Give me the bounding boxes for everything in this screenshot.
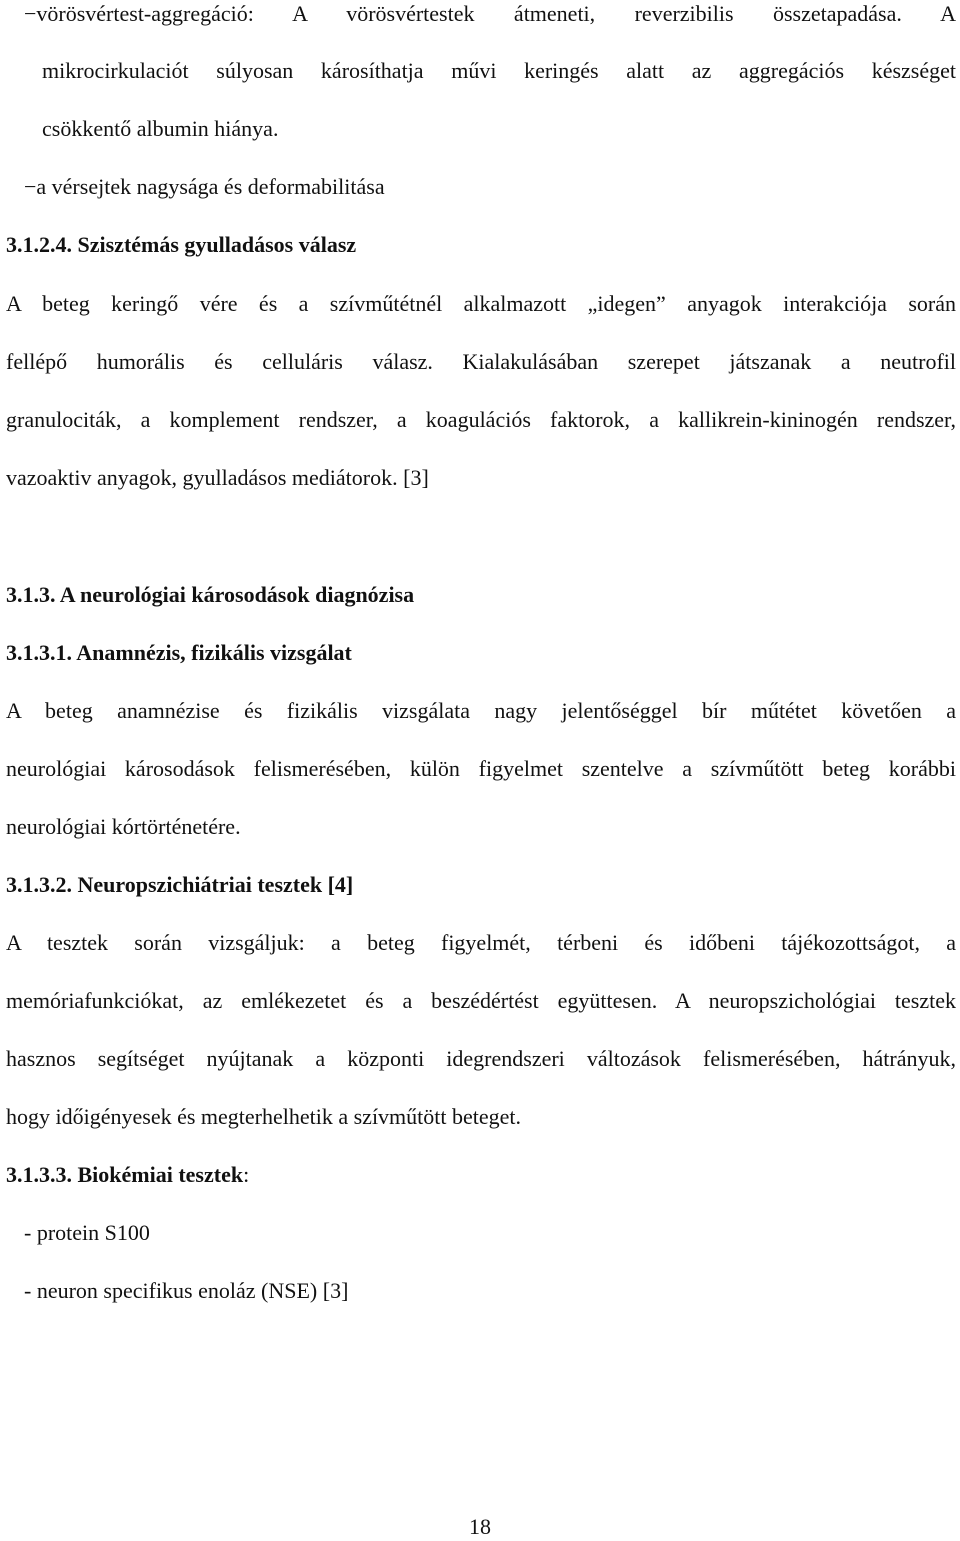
- para-3132-line-1: A tesztek során vizsgáljuk: a beteg figyelmét, térbeni és időbeni tájékozottságot, a: [6, 930, 956, 955]
- para-3131-line-1: A beteg anamnézise és fizikális vizsgálata nagy jelentőséggel bír műtétet követően a: [6, 698, 956, 723]
- para-3124-line-4: vazoaktiv anyagok, gyulladásos mediátorok. [3]: [6, 465, 429, 490]
- para-3131-line-3: neurológiai kórtörténetére.: [6, 814, 241, 839]
- heading-3131: 3.1.3.1. Anamnézis, fizikális vizsgálat: [6, 640, 352, 665]
- page-number: 18: [469, 1514, 491, 1539]
- para-3132-line-2: memóriafunkciókat, az emlékezetet és a beszédértést együttesen. A neuropszichológiai tesztek: [6, 988, 956, 1013]
- para-3132-line-3: hasznos segítséget nyújtanak a központi idegrendszeri változások felismerésében, hátrányuk,: [6, 1046, 956, 1071]
- para-3132-line-4: hogy időigényesek és megterhelhetik a szívműtött beteget.: [6, 1104, 522, 1129]
- para-3131-line-2: neurológiai károsodások felismerésében, külön figyelmet szentelve a szívműtött beteg korábbi: [6, 756, 956, 781]
- list-item-protein-s100: - protein S100: [24, 1220, 150, 1245]
- bullet-aggregation-line-1: −vörösvértest-aggregáció: A vörösvértestek átmeneti, reverzibilis összetapadása. A: [24, 1, 956, 26]
- bullet-aggregation-line-3: csökkentő albumin hiánya.: [42, 116, 279, 141]
- bullet-aggregation-line-2: mikrocirkulaciót súlyosan károsíthatja művi keringés alatt az aggregációs készséget: [42, 58, 956, 83]
- list-item-nse: - neuron specifikus enoláz (NSE) [3]: [24, 1278, 349, 1303]
- heading-3132: 3.1.3.2. Neuropszichiátriai tesztek [4]: [6, 872, 354, 897]
- para-3124-line-2: fellépő humorális és celluláris válasz. Kialakulásában szerepet játszanak a neutrofil: [6, 349, 956, 374]
- bullet-platelet: −a vérsejtek nagysága és deformabilitása: [24, 174, 385, 199]
- heading-3133: [6, 1161, 956, 1189]
- heading-313: 3.1.3. A neurológiai károsodások diagnózisa: [6, 582, 415, 607]
- heading-3124: 3.1.2.4. Szisztémás gyulladásos válasz: [6, 232, 357, 257]
- heading-3133-suffix: :: [243, 1162, 250, 1187]
- heading-3133-text: 3.1.3.3. Biokémiai tesztek: [6, 1162, 244, 1187]
- para-3124-line-3: granulociták, a komplement rendszer, a koagulációs faktorok, a kallikrein-kininogén rendszer,: [6, 407, 956, 432]
- para-3124-line-1: A beteg keringő vére és a szívműtétnél alkalmazott „idegen” anyagok interakciója során: [6, 291, 956, 316]
